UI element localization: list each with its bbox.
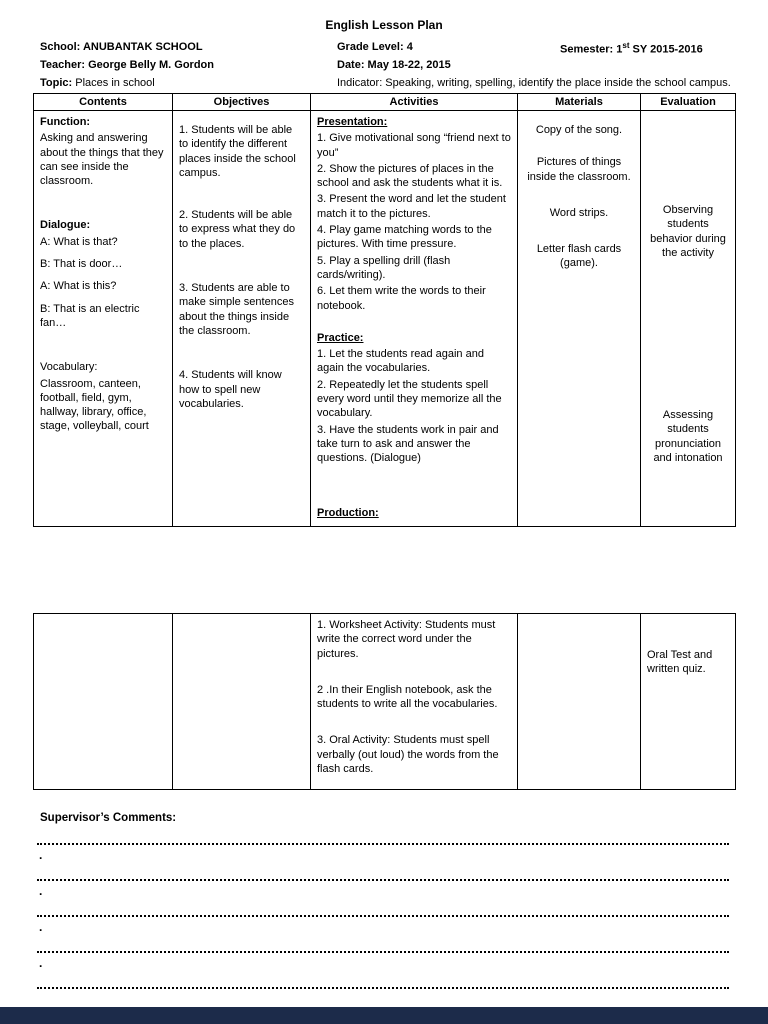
activities-cell-continued: [311, 614, 518, 790]
school-field: School: ANUBANTAK SCHOOL: [40, 41, 203, 53]
supervisor-comments-label: Supervisor’s Comments:: [40, 812, 177, 824]
presentation-label: Presentation:: [317, 116, 388, 128]
comment-dot: .: [39, 848, 43, 862]
material-item: Copy of the song.: [535, 124, 623, 136]
supervisor-comments-lines: [37, 843, 729, 989]
evaluation-cell: [641, 111, 736, 527]
production-item: 2 .In their English notebook, ask the students to write all the vocabularies.: [317, 683, 498, 711]
lesson-plan-table-continued: [33, 613, 736, 790]
material-item: Pictures of things inside the classroom.: [527, 156, 631, 183]
objectives-cell: [173, 111, 311, 527]
objective-item: 1. Students will be able to identify the different places inside the school campus.: [179, 124, 296, 179]
topic-label: Topic:: [40, 77, 73, 89]
semester-suffix: SY 2015-2016: [629, 43, 703, 56]
document-title: English Lesson Plan: [325, 18, 443, 32]
practice-item: 3. Have the students work in pair and take turn to ask and answer the questions. (Dialogue): [317, 423, 499, 465]
evaluation-item: Assessing students pronunciation and intonation: [653, 409, 723, 465]
comment-dot: .: [39, 884, 43, 898]
col-header-activities: Activities: [311, 94, 518, 111]
semester-ordinal: st: [622, 41, 630, 50]
col-header-materials: Materials: [518, 94, 641, 111]
materials-cell-empty: [518, 614, 641, 790]
semester-field: [560, 41, 703, 56]
function-label: Function:: [40, 116, 91, 128]
objective-item: 3. Students are able to make simple sentences about the things inside the classroom.: [179, 282, 294, 337]
col-header-evaluation: Evaluation: [641, 94, 736, 111]
material-item: Letter flash cards (game).: [536, 243, 622, 270]
col-header-objectives: Objectives: [173, 94, 311, 111]
production-item: 3. Oral Activity: Students must spell verbally (out loud) the words from the flash cards.: [317, 734, 499, 776]
comment-dot: .: [39, 920, 43, 934]
dialogue-line: B: That is door…: [40, 258, 123, 271]
grade-level-field: Grade Level: 4: [337, 41, 413, 53]
comment-line: [37, 915, 729, 917]
production-item: 1. Worksheet Activity: Students must write the correct word under the pictures.: [317, 619, 496, 660]
dialogue-line: A: What is that?: [40, 235, 118, 248]
comment-line: [37, 987, 729, 989]
teacher-field: Teacher: George Belly M. Gordon: [40, 59, 214, 71]
vocabulary-text: Classroom, canteen, football, field, gym, hallway, library, office, stage, volleyball, court: [40, 377, 149, 433]
contents-cell: [34, 111, 173, 527]
comment-dot: .: [39, 956, 43, 970]
presentation-item: 3. Present the word and let the student match it to the pictures.: [317, 193, 506, 220]
presentation-item: 6. Let them write the words to their notebook.: [317, 285, 486, 312]
col-header-contents: Contents: [34, 94, 173, 111]
comment-line: [37, 843, 729, 845]
presentation-item: 4. Play game matching words to the pictures. With time pressure.: [317, 224, 492, 251]
topic-field: [40, 77, 155, 89]
table-header-row: [34, 94, 736, 111]
evaluation-item: Oral Test and written quiz.: [647, 649, 713, 676]
date-field: Date: May 18-22, 2015: [337, 59, 451, 71]
activities-cell: [311, 111, 518, 527]
presentation-item: 5. Play a spelling drill (flash cards/writing).: [317, 254, 451, 281]
practice-item: 2. Repeatedly let the students spell every word until they memorize all the vocabulary.: [317, 378, 502, 420]
evaluation-item: Observing students behavior during the activity: [650, 204, 726, 259]
lesson-plan-table: [33, 93, 736, 527]
topic-value: Places in school: [75, 77, 155, 89]
function-text: Asking and answering about the things that they can see inside the classroom.: [40, 132, 164, 188]
practice-item: 1. Let the students read again and again the vocabularies.: [317, 348, 484, 375]
table-main-row: [34, 111, 736, 527]
comment-line: [37, 951, 729, 953]
objective-item: 4. Students will know how to spell new vocabularies.: [179, 369, 282, 410]
contents-cell-empty: [34, 614, 173, 790]
indicator-field: Indicator: Speaking, writing, spelling, identify the place inside the school campus.: [337, 77, 731, 89]
dialogue-line: A: What is this?: [40, 280, 117, 293]
comment-line: [37, 879, 729, 881]
semester-prefix: Semester: 1: [560, 43, 623, 56]
practice-label: Practice:: [317, 331, 364, 344]
material-item: Word strips.: [549, 206, 609, 219]
objectives-cell-empty: [173, 614, 311, 790]
vocabulary-label: Vocabulary:: [40, 361, 98, 374]
objective-item: 2. Students will be able to express what they do to the places.: [179, 209, 296, 250]
dialogue-line: B: That is an electric fan…: [40, 302, 140, 329]
evaluation-cell-continued: [641, 614, 736, 790]
viewer-footer-bar: [0, 1007, 768, 1024]
dialogue-label: Dialogue:: [40, 219, 91, 232]
presentation-item: 1. Give motivational song “friend next to you”: [317, 132, 511, 159]
production-label: Production:: [317, 506, 379, 519]
table-continued-row: [34, 614, 736, 790]
presentation-item: 2. Show the pictures of places in the school and ask the students what it is.: [317, 162, 503, 190]
materials-cell: [518, 111, 641, 527]
